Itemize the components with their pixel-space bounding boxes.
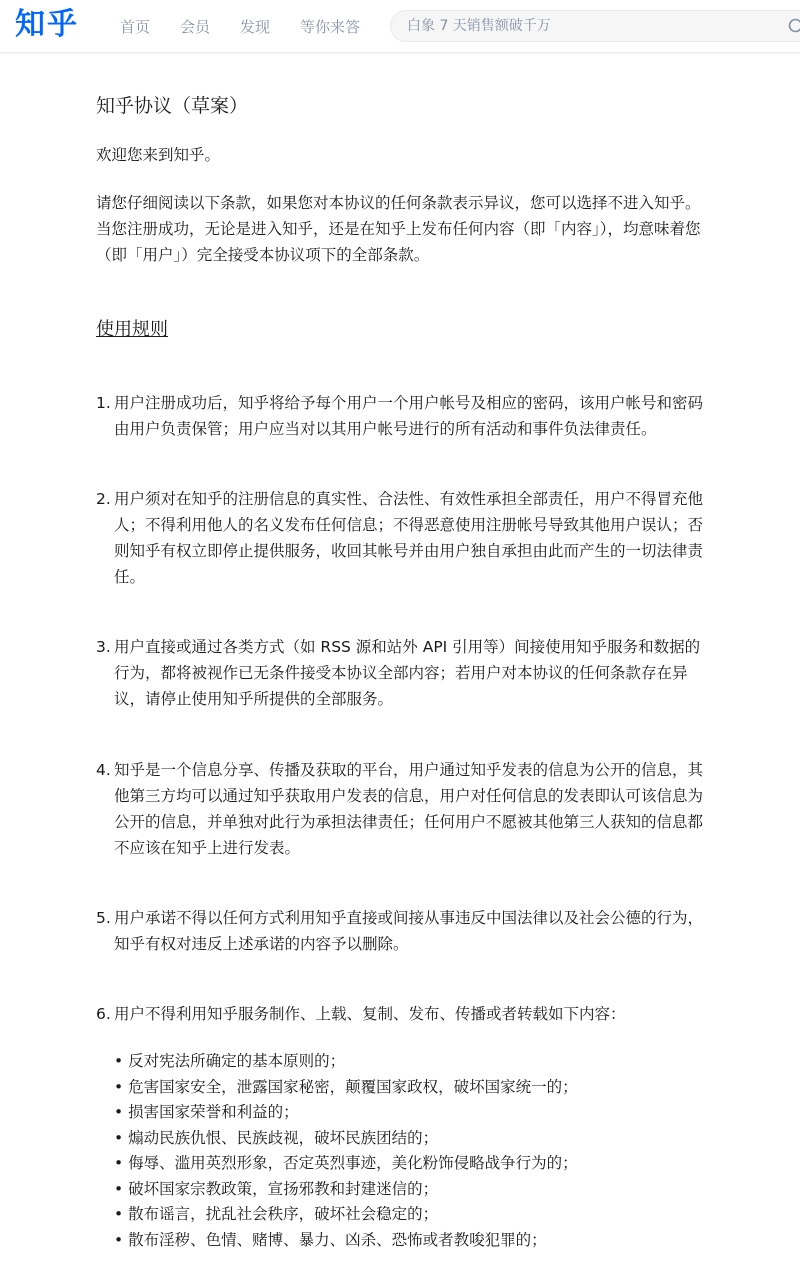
zhihu-logo[interactable]: 知乎 bbox=[15, 7, 79, 42]
nav-waiting-answers[interactable]: 等你来答 bbox=[300, 17, 361, 36]
rule-item bbox=[96, 905, 708, 957]
section-heading-usage-rules: 使用规则 bbox=[96, 319, 168, 340]
top-nav bbox=[120, 0, 390, 52]
rule-item bbox=[96, 634, 708, 712]
list-item: • 散布淫秽、色情、赌博、暴力、凶杀、恐怖或者教唆犯罪的； bbox=[114, 1230, 547, 1249]
rule-text: 用户直接或通过各类方式（如 RSS 源和站外 API 引用等）间接使用知乎服务和数据的行为，都将被视作已无条件接受本协议全部内容；若用户对本协议的任何条款存在异议，请停止使用知乎所提供的全部服务。 bbox=[114, 638, 701, 708]
rule-item bbox=[96, 390, 708, 442]
rule-text: 用户不得利用知乎服务制作、上载、复制、发布、传播或者转载如下内容： bbox=[114, 1005, 626, 1023]
list-item: • 散布谣言，扰乱社会秩序，破坏社会稳定的； bbox=[114, 1205, 439, 1223]
nav-membership[interactable]: 会员 bbox=[180, 17, 211, 36]
nav-discover[interactable]: 发现 bbox=[240, 17, 271, 36]
top-header bbox=[0, 0, 800, 53]
nav-home[interactable]: 首页 bbox=[120, 17, 151, 36]
search-input[interactable] bbox=[391, 11, 787, 41]
list-item: • 危害国家安全，泄露国家秘密，颠覆国家政权，破坏国家统一的； bbox=[114, 1077, 578, 1096]
agreement-title: 知乎协议（草案） bbox=[96, 95, 249, 117]
rule-number: 1. bbox=[96, 394, 111, 412]
list-item: • 损害国家荣誉和利益的； bbox=[114, 1103, 299, 1121]
search-box bbox=[390, 10, 800, 42]
prohibited-content-list bbox=[114, 1049, 708, 1253]
rule-number: 4. bbox=[96, 761, 111, 779]
rule-number: 5. bbox=[96, 909, 111, 927]
rule-number: 6. bbox=[96, 1005, 111, 1023]
rule-text: 知乎是一个信息分享、传播及获取的平台，用户通过知乎发表的信息为公开的信息，其他第三方均可以通过知乎获取用户发表的信息，用户对任何信息的发表即认可该信息为公开的信息，并单独对此行为承担法律责任；任何用户不愿被其他第三人获知的信息都不应该在知乎上进行发表。 bbox=[114, 761, 704, 857]
rule-text: 用户承诺不得以任何方式利用知乎直接或间接从事违反中国法律以及社会公德的行为，知乎有权对违反上述承诺的内容予以删除。 bbox=[114, 909, 704, 953]
list-item: • 侮辱、滥用英烈形象，否定英烈事迹，美化粉饰侵略战争行为的； bbox=[114, 1154, 578, 1172]
rule-item bbox=[96, 757, 708, 861]
rule-item bbox=[96, 486, 708, 590]
welcome-text: 欢迎您来到知乎。 bbox=[96, 146, 221, 164]
list-item: • 煽动民族仇恨、民族歧视，破坏民族团结的； bbox=[114, 1128, 439, 1147]
rule-item bbox=[96, 1001, 708, 1027]
rule-number: 2. bbox=[96, 490, 111, 508]
rule-text: 用户须对在知乎的注册信息的真实性、合法性、有效性承担全部责任，用户不得冒充他人；不得利用他人的名义发布任何信息；不得恶意使用注册帐号导致其他用户误认；否则知乎有权立即停止提供服务，收回其帐号并由用户独自承担由此而产生的一切法律责任。 bbox=[114, 490, 704, 586]
intro-paragraph: 请您仔细阅读以下条款，如果您对本协议的任何条款表示异议，您可以选择不进入知乎。当您注册成功，无论是进入知乎，还是在知乎上发布任何内容（即「内容」），均意味着您（即「用户」）完全接受本协议项下的全部条款。 bbox=[96, 194, 701, 264]
search-icon[interactable] bbox=[787, 17, 800, 37]
rule-text: 用户注册成功后，知乎将给予每个用户一个用户帐号及相应的密码，该用户帐号和密码由用户负责保管；用户应当对以其用户帐号进行的所有活动和事件负法律责任。 bbox=[114, 394, 704, 438]
rule-number: 3. bbox=[96, 638, 111, 656]
list-item: • 破坏国家宗教政策，宣扬邪教和封建迷信的； bbox=[114, 1179, 439, 1198]
list-item: • 反对宪法所确定的基本原则的； bbox=[114, 1052, 346, 1070]
agreement-content bbox=[96, 92, 708, 1253]
